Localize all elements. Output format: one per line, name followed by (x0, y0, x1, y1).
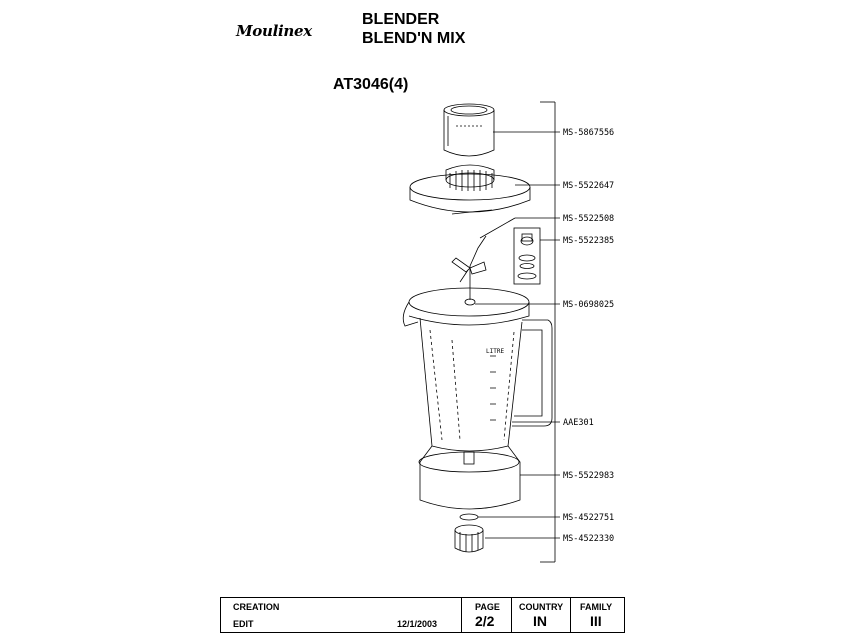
family-value: III (590, 613, 602, 629)
part-label-3: MS-5522508 (563, 214, 615, 224)
part-label-2: MS-5522647 (563, 181, 615, 191)
drive-coupling (455, 525, 483, 552)
washer (460, 514, 478, 520)
measuring-cup (444, 104, 494, 156)
part-label-5: MS-0698025 (563, 300, 615, 310)
page-value: 2/2 (475, 613, 495, 629)
blender-jar (403, 288, 552, 451)
part-label-8: MS-4522751 (563, 513, 615, 523)
product-title: BLENDER (362, 11, 440, 28)
part-label-9: MS-4522330 (563, 534, 615, 544)
jar-marking-text: LITRE (486, 348, 505, 355)
seal-kit (514, 228, 540, 284)
product-subtitle: BLEND'N MIX (362, 30, 466, 47)
creation-cell (221, 598, 462, 632)
model-number: AT3046(4) (333, 76, 409, 93)
country-cell (512, 598, 571, 632)
leader-3a (480, 218, 515, 238)
country-value: IN (533, 613, 547, 629)
part-labels (563, 128, 614, 544)
creation-label: CREATION (233, 602, 280, 612)
country-label: COUNTRY (519, 602, 564, 612)
footer-table (220, 597, 625, 633)
family-cell (571, 598, 624, 632)
brand-logo: Moulinex (236, 22, 312, 40)
part-label-6: AAE301 (563, 418, 594, 428)
part-label-4: MS-5522385 (563, 236, 615, 246)
page-cell (462, 598, 512, 632)
family-label: FAMILY (580, 602, 613, 612)
jar-base (419, 446, 520, 509)
edit-label: EDIT (233, 619, 254, 629)
edit-date: 12/1/2003 (397, 619, 438, 629)
part-label-7: MS-5522983 (563, 471, 615, 481)
blade-assembly (452, 236, 486, 305)
page-label: PAGE (475, 602, 500, 612)
blender-lid (410, 165, 530, 214)
part-label-1: MS-5867556 (563, 128, 615, 138)
